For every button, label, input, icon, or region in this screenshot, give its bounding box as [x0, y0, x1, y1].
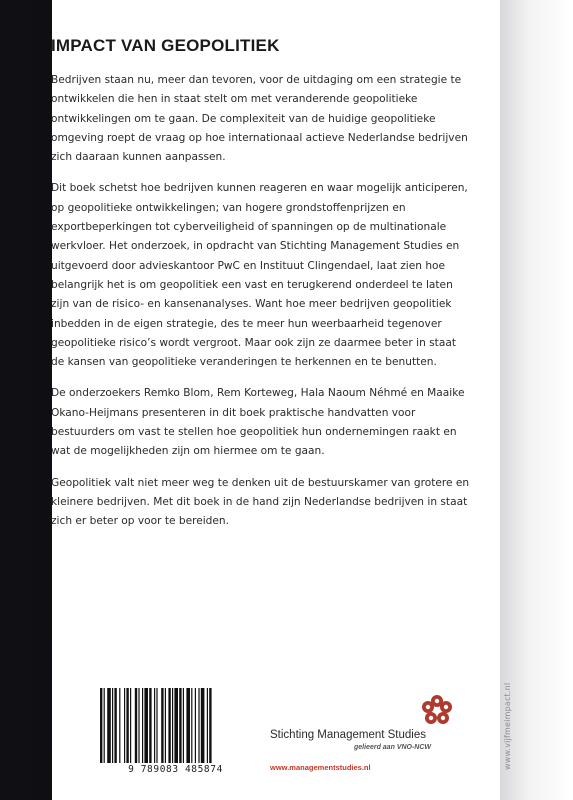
publisher-name: Stichting Management Studies: [270, 729, 426, 741]
blurb-paragraph-1: Bedrijven staan nu, meer dan tevoren, voor de uitdaging om een strategie te ontwikkelen die hen in staat stelt om met veranderende geopolitieke ontwikkelingen om te gaan. De complexiteit van de huidige geopolitieke omgeving roept de vraag op hoe internationaal actieve Nederlandse bedrijven zich daaraan kunnen aanpassen.: [51, 74, 468, 164]
barcode-bar: [149, 688, 151, 763]
barcode-bar: [100, 688, 102, 763]
blurb-paragraph-2: Dit boek schetst hoe bedrijven kunnen reageren en waar mogelijk anticiperen, op geopolitieke ontwikkelingen; van hogere grondstoffenprijzen en exportbeperkingen tot cyberveiligheid of spanningen op de multinationale werkvloer. Het onderzoek, in opdracht van Stichting Management Studies en uitgevoerd door advieskantoor PwC en Instituut Clingendael, laat zien hoe belangrijk het is om geopolitiek een vast en terugkerend onderdeel te laten zijn van de risico- en kansenanalyses. Want hoe meer bedrijven geopolitiek inbedden in de eigen strategie, des te meer hun weerbaarheid tegenover geopolitieke risico’s wordt vergroot. Maar ook zijn ze daarmee beter in staat de kansen van geopolitieke veranderingen te herkennen en te benutten.: [51, 182, 468, 369]
isbn-barcode: [98, 688, 253, 763]
barcode-bar: [130, 688, 131, 763]
isbn-number: 9 789083 485874: [128, 764, 223, 775]
barcode-bar: [138, 688, 139, 763]
barcode-bar: [112, 688, 113, 763]
barcode-bar: [179, 688, 181, 763]
barcode-bar: [126, 688, 128, 763]
blurb-text: [51, 71, 471, 544]
barcode-bar: [104, 688, 105, 763]
barcode-bar: [107, 688, 111, 763]
barcode-bar: [144, 688, 148, 763]
barcode-bar: [186, 688, 190, 763]
barcode-bar: [209, 688, 211, 763]
barcode-bar: [191, 688, 192, 763]
barcode-bar: [201, 688, 205, 763]
barcode-bar: [165, 688, 166, 763]
blurb-paragraph-4: Geopolitiek valt niet meer weg te denken uit de bestuurskamer van grotere en kleinere bedrijven. Met dit boek in de hand zijn Nederlandse bedrijven in staat zich er beter op voor te bereiden.: [51, 476, 470, 528]
barcode-bar: [154, 688, 155, 763]
barcode-bar: [114, 688, 116, 763]
barcode-bar: [172, 688, 173, 763]
book-title: IMPACT VAN GEOPOLITIEK: [51, 36, 280, 55]
barcode-bar: [168, 688, 170, 763]
barcode-bar: [207, 688, 208, 763]
barcode-bar: [161, 688, 163, 763]
barcode-bar: [142, 688, 143, 763]
blurb-paragraph-3: De onderzoekers Remko Blom, Rem Korteweg, Hala Naoum Néhmé en Maaike Okano-Heijmans presenteren in dit boek praktische handvatten voor bestuurders om vast te stellen hoe geopolitiek hun ondernemingen raakt en wat de mogelijkheden zijn om hiermee om te gaan.: [51, 387, 465, 458]
barcode-bar: [183, 688, 184, 763]
flower-logo-icon: [420, 694, 454, 728]
barcode-bar: [119, 688, 120, 763]
barcode-bar: [135, 688, 137, 763]
publisher-url[interactable]: www.managementstudies.nl: [270, 763, 371, 772]
barcode-bar: [156, 688, 157, 763]
spine-url-text: www.vijfmeimpact.nl: [503, 682, 512, 770]
barcode-bar: [174, 688, 178, 763]
barcode-bar: [195, 688, 196, 763]
barcode-bar: [124, 688, 125, 763]
publisher-affiliation: gelieerd aan VNO-NCW: [354, 744, 432, 751]
barcode-bar: [198, 688, 199, 763]
